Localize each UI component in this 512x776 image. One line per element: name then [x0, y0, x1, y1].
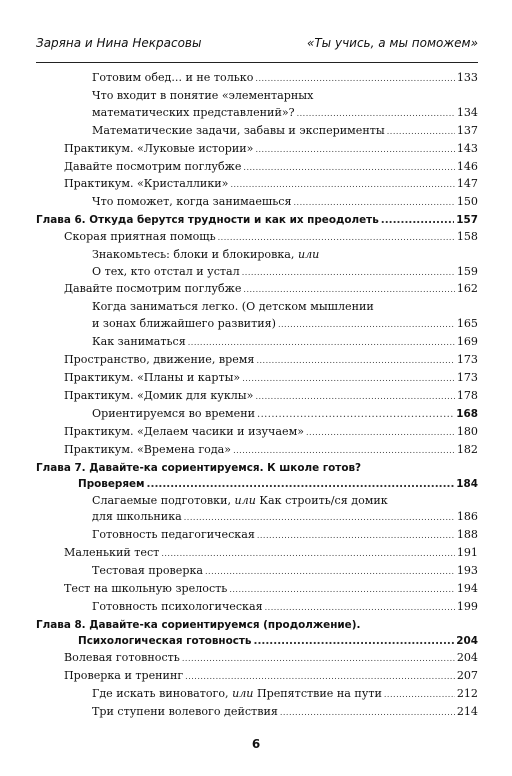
dot-leader — [297, 106, 455, 123]
dot-leader — [218, 230, 455, 247]
toc-entry-page: 165 — [456, 317, 478, 331]
toc-entry-title: Что поможет, когда занимаешься — [92, 195, 292, 209]
toc-entry-title: Психологическая готовность — [78, 635, 252, 648]
toc-entry-title: Практикум. «Делаем часики и изучаем» — [64, 424, 304, 438]
dot-leader — [233, 443, 455, 460]
dot-leader — [387, 124, 455, 141]
dot-leader — [384, 687, 455, 704]
dot-leader — [306, 425, 455, 442]
toc-entry-title: Маленький тест — [64, 546, 160, 560]
dot-leader — [243, 160, 454, 177]
toc-entry-page: 186 — [456, 510, 478, 524]
toc-entry-page: 146 — [456, 159, 478, 173]
toc-entry-page: 204 — [456, 650, 478, 664]
toc-entry — [36, 176, 478, 194]
dot-leader — [280, 705, 455, 722]
dot-leader — [293, 195, 454, 212]
toc-entry-title: Практикум. «Времена года» — [64, 442, 232, 456]
toc-entry — [36, 527, 478, 545]
toc-entry — [36, 281, 478, 299]
dot-leader — [257, 528, 455, 545]
toc-entry-title-line: Когда заниматься легко. (О детском мышлении — [92, 300, 374, 314]
toc-entry-page: 134 — [456, 105, 478, 119]
toc-entry-page: 199 — [456, 599, 478, 613]
toc-entry — [36, 668, 478, 686]
dot-leader — [242, 371, 455, 388]
dot-leader — [184, 510, 455, 527]
dot-leader — [255, 71, 454, 88]
dot-leader — [188, 335, 455, 352]
toc-entry-title: Проверяем — [78, 478, 145, 491]
toc-entry — [36, 70, 478, 88]
toc-entry-page: 173 — [456, 371, 478, 384]
toc-entry — [36, 229, 478, 247]
dot-leader — [182, 651, 455, 668]
toc-entry-page: 162 — [456, 282, 478, 296]
dot-leader — [205, 564, 455, 581]
toc-entry-page: 193 — [456, 564, 478, 578]
toc-entry-title-line: Глава 7. Давайте-ка сориентируемся. К школе готов? — [36, 461, 362, 474]
toc-chapter-entry — [36, 212, 478, 229]
toc-entry — [36, 299, 478, 334]
toc-entry — [36, 388, 478, 406]
header-book-title: «Ты учись, а мы поможем» — [306, 36, 478, 50]
toc-entry-page: 214 — [456, 704, 478, 718]
header-authors: Заряна и Нина Некрасовы — [36, 36, 202, 50]
toc-entry-title: Готовность психологическая — [92, 599, 263, 613]
toc-entry — [36, 352, 478, 370]
toc-entry-title: Математические задачи, забавы и эксперименты — [92, 123, 385, 137]
dot-leader — [265, 600, 455, 617]
toc-entry-title: Практикум. «Домик для куклы» — [64, 388, 254, 402]
dot-leader — [255, 389, 454, 406]
toc-entry — [36, 581, 478, 599]
toc-entry-page: 178 — [456, 388, 478, 402]
toc-entry-title: Три ступени волевого действия — [92, 704, 278, 718]
dot-leader — [255, 142, 454, 159]
toc-entry-title: Как заниматься — [92, 335, 186, 349]
toc-entry-title: Готовим обед... и не только — [92, 71, 254, 84]
dot-leader — [147, 476, 455, 493]
toc-entry-page: 137 — [456, 123, 478, 137]
toc-entry — [36, 247, 478, 282]
dot-leader — [185, 669, 455, 686]
toc-entry — [36, 370, 478, 388]
toc-entry-title: Тестовая проверка — [92, 564, 204, 578]
toc-entry-title: для школьника — [92, 510, 182, 524]
toc-entry-title: Практикум. «Луковые истории» — [64, 141, 254, 155]
toc-entry-page: 168 — [456, 407, 478, 420]
dot-leader — [230, 177, 454, 194]
toc-entry — [36, 159, 478, 177]
table-of-contents — [36, 70, 478, 722]
toc-entry-title-line: Что входит в понятие «элементарных — [92, 88, 314, 102]
dot-leader — [242, 265, 455, 282]
toc-entry — [36, 442, 478, 460]
toc-entry-title: Готовность педагогическая — [92, 528, 255, 542]
toc-chapter-entry — [36, 617, 478, 650]
dot-leader — [229, 582, 454, 599]
toc-entry — [36, 406, 478, 424]
running-header — [36, 36, 478, 63]
toc-entry-title: Глава 6. Откуда берутся трудности и как их преодолеть — [36, 214, 379, 227]
toc-entry-page: 158 — [456, 229, 478, 243]
toc-entry-title: Пространство, движение, время — [64, 353, 255, 367]
toc-entry-title: Где искать виноватого, или Препятствие на пути — [92, 686, 382, 700]
toc-entry-page: 204 — [456, 635, 478, 648]
toc-entry-title: Проверка и тренинг — [64, 668, 184, 682]
dot-leader — [254, 633, 455, 650]
toc-chapter-entry — [36, 460, 478, 493]
dot-leader — [243, 282, 454, 299]
toc-entry-title: Практикум. «Кристаллики» — [64, 177, 229, 191]
toc-entry-title: Волевая готовность — [64, 650, 180, 664]
dot-leader — [161, 546, 454, 563]
toc-entry-page: 207 — [456, 668, 478, 682]
toc-entry-page: 191 — [456, 546, 478, 560]
toc-entry-page: 147 — [456, 177, 478, 191]
toc-entry-title-line: Слагаемые подготовки, или Как строить/ся домик — [92, 493, 388, 507]
toc-entry-title: Ориентируемся во времени — [92, 406, 255, 420]
toc-entry-page: 143 — [456, 141, 478, 155]
toc-entry-page: 194 — [456, 582, 478, 596]
toc-entry-title: Практикум. «Планы и карты» — [64, 371, 241, 384]
dot-leader — [256, 353, 454, 370]
toc-entry-page: 182 — [456, 442, 478, 456]
toc-entry-title: Скорая приятная помощь — [64, 229, 216, 243]
toc-entry-page: 150 — [456, 195, 478, 209]
toc-entry — [36, 563, 478, 581]
toc-entry-title-line: Глава 8. Давайте-ка сориентируемся (продолжение). — [36, 618, 361, 631]
toc-entry-page: 184 — [456, 478, 478, 491]
dot-leader — [381, 212, 455, 229]
toc-entry — [36, 88, 478, 123]
page-number: 6 — [251, 737, 261, 751]
toc-entry-page: 173 — [456, 353, 478, 367]
toc-entry-title: математических представлений»? — [92, 105, 295, 119]
toc-entry — [36, 334, 478, 352]
toc-entry — [36, 194, 478, 212]
toc-entry — [36, 545, 478, 563]
toc-entry-page: 212 — [456, 686, 478, 700]
toc-entry — [36, 141, 478, 159]
dot-leader — [278, 317, 455, 334]
dot-leader — [257, 407, 454, 424]
toc-entry-title: Давайте посмотрим поглубже — [64, 282, 242, 296]
toc-entry-page: 188 — [456, 528, 478, 542]
toc-entry-title: Тест на школьную зрелость — [64, 582, 228, 596]
toc-entry-title: О тех, кто отстал и устал — [92, 264, 240, 278]
toc-entry-page: 157 — [456, 214, 478, 227]
toc-entry — [36, 123, 478, 141]
toc-entry — [36, 424, 478, 442]
toc-entry — [36, 599, 478, 617]
toc-entry — [36, 650, 478, 668]
toc-entry-page: 133 — [456, 71, 478, 84]
toc-entry-title: Давайте посмотрим поглубже — [64, 159, 242, 173]
toc-entry — [36, 493, 478, 528]
toc-entry-title: и зонах ближайшего развития) — [92, 317, 276, 331]
toc-entry — [36, 686, 478, 704]
toc-entry-page: 159 — [456, 264, 478, 278]
toc-entry-page: 180 — [456, 424, 478, 438]
toc-entry-title-line: Знакомьтесь: блоки и блокировка, или — [92, 247, 320, 261]
toc-entry — [36, 704, 478, 722]
toc-entry-page: 169 — [456, 335, 478, 349]
